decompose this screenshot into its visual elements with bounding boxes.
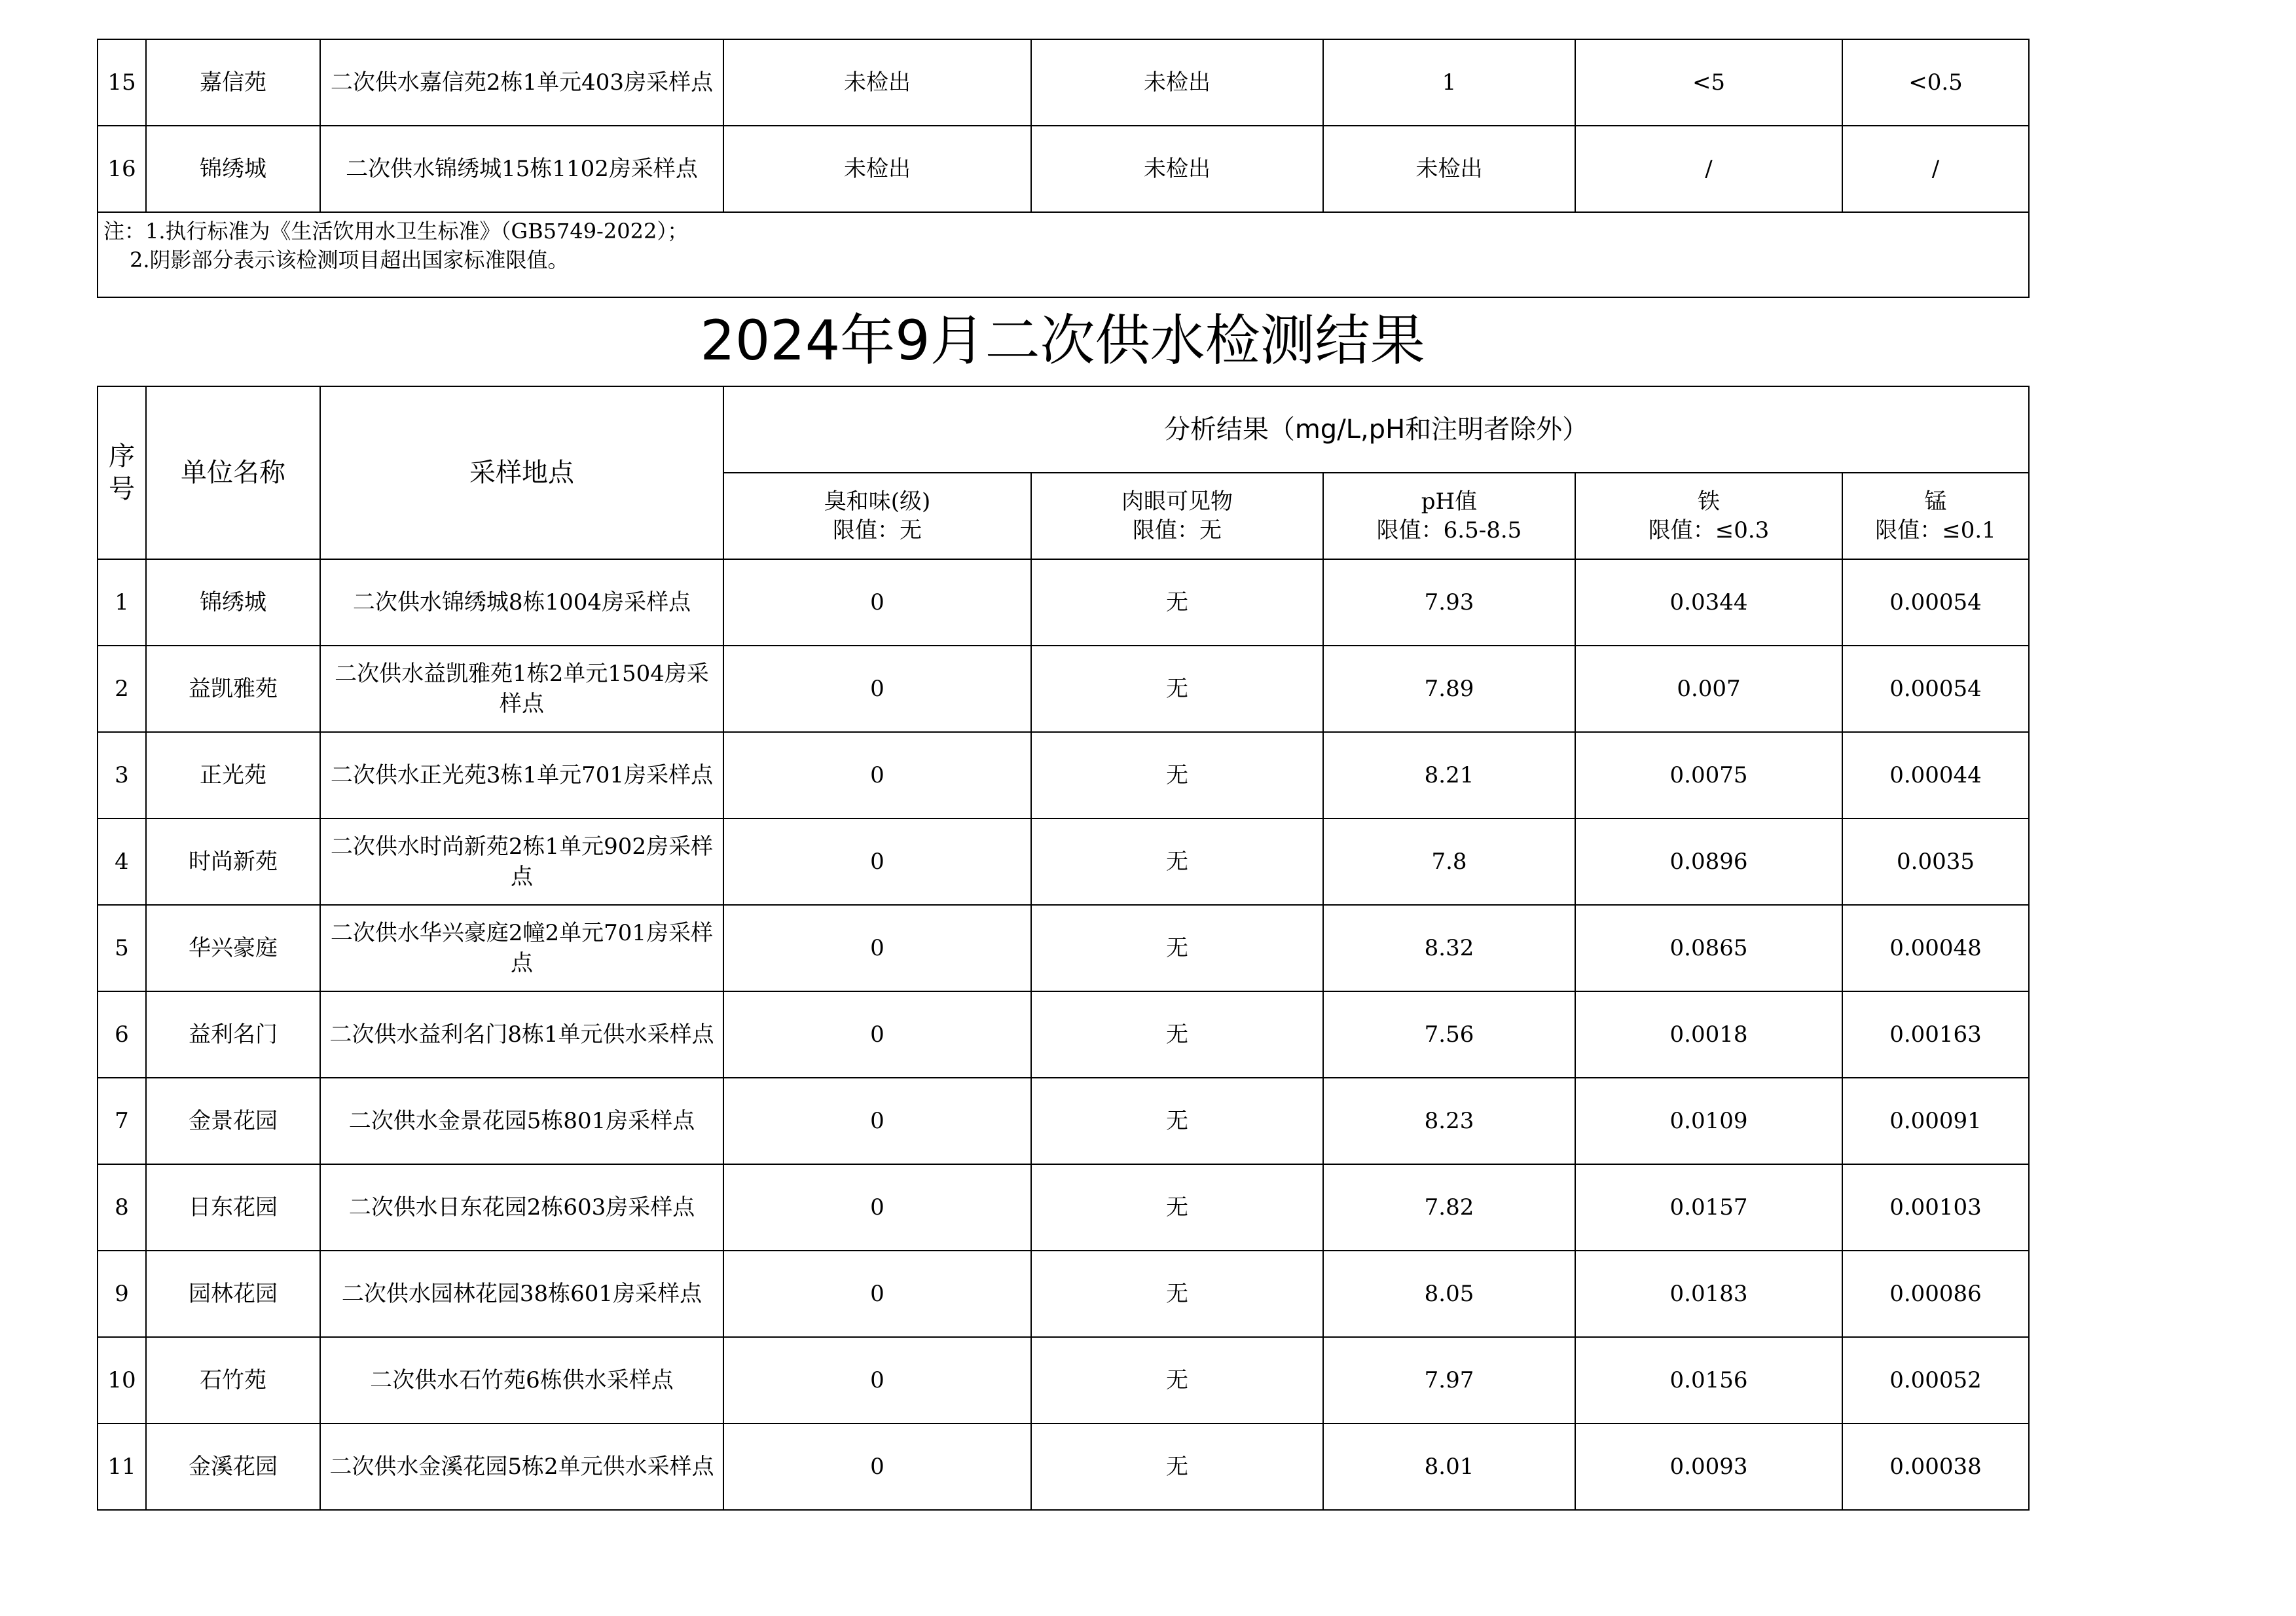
cell-no: 8 [98, 1164, 146, 1251]
page-title: 2024年9月二次供水检测结果 [700, 308, 1425, 373]
table-row [98, 559, 2029, 646]
results-table [97, 386, 2030, 1511]
cell-odor: 0 [723, 646, 1031, 732]
cell-iron: 0.007 [1575, 646, 1842, 732]
cell-unit: 益利名门 [146, 991, 320, 1078]
note-line-2: 2.阴影部分表示该检测项目超出国家标准限值。 [130, 248, 569, 272]
cell-value: 未检出 [1031, 126, 1323, 212]
cell-iron: 0.0157 [1575, 1164, 1842, 1251]
cell-no: 3 [98, 732, 146, 818]
header-seq [98, 386, 146, 559]
table-row [98, 1164, 2029, 1251]
cell-manganese: 0.00038 [1842, 1423, 2029, 1510]
cell-value: / [1842, 126, 2029, 212]
cell-value: <5 [1575, 39, 1842, 126]
cell-ph: 7.93 [1323, 559, 1575, 646]
cell-iron: 0.0093 [1575, 1423, 1842, 1510]
cell-visible: 无 [1031, 1423, 1323, 1510]
cell-unit: 锦绣城 [146, 559, 320, 646]
cell-manganese: 0.00086 [1842, 1251, 2029, 1337]
cell-site: 二次供水正光苑3栋1单元701房采样点 [320, 732, 723, 818]
cell-site: 二次供水益凯雅苑1栋2单元1504房采样点 [320, 646, 723, 732]
header-seq-line-2: 号 [109, 474, 135, 504]
header-column [1323, 473, 1575, 559]
cell-odor: 0 [723, 905, 1031, 991]
cell-odor: 0 [723, 1337, 1031, 1423]
cell-no: 6 [98, 991, 146, 1078]
cell-no: 4 [98, 818, 146, 905]
header-column [1031, 473, 1323, 559]
cell-unit: 石竹苑 [146, 1337, 320, 1423]
cell-iron: 0.0183 [1575, 1251, 1842, 1337]
cell-value: 未检出 [723, 39, 1031, 126]
header-column [1842, 473, 2029, 559]
cell-visible: 无 [1031, 1337, 1323, 1423]
table-row [98, 818, 2029, 905]
previous-results-body [98, 39, 2029, 297]
cell-visible: 无 [1031, 991, 1323, 1078]
cell-visible: 无 [1031, 905, 1323, 991]
header-row [98, 386, 2029, 473]
cell-manganese: 0.00163 [1842, 991, 2029, 1078]
column-limit: 限值：≤0.1 [1875, 517, 1996, 543]
cell-value: 未检出 [723, 126, 1031, 212]
column-name: pH值 [1421, 488, 1478, 515]
column-name: 臭和味(级) [824, 488, 931, 515]
header-analysis: 分析结果（mg/L,pH和注明者除外） [723, 386, 2029, 473]
cell-odor: 0 [723, 991, 1031, 1078]
cell-ph: 8.05 [1323, 1251, 1575, 1337]
header-site: 采样地点 [320, 386, 723, 559]
table-row [98, 732, 2029, 818]
column-limit: 限值：无 [833, 517, 922, 543]
cell-unit: 嘉信苑 [146, 39, 320, 126]
cell-no: 10 [98, 1337, 146, 1423]
cell-iron: 0.0896 [1575, 818, 1842, 905]
table-row [98, 126, 2029, 212]
cell-unit: 华兴豪庭 [146, 905, 320, 991]
cell-visible: 无 [1031, 1251, 1323, 1337]
cell-value: 1 [1323, 39, 1575, 126]
results-table-header [98, 386, 2029, 559]
cell-visible: 无 [1031, 646, 1323, 732]
cell-ph: 8.32 [1323, 905, 1575, 991]
header-seq-line-1: 序 [109, 441, 135, 471]
cell-manganese: 0.00044 [1842, 732, 2029, 818]
cell-visible: 无 [1031, 732, 1323, 818]
cell-iron: 0.0156 [1575, 1337, 1842, 1423]
cell-iron: 0.0865 [1575, 905, 1842, 991]
cell-site: 二次供水金景花园5栋801房采样点 [320, 1078, 723, 1164]
cell-value: 未检出 [1031, 39, 1323, 126]
cell-no: 11 [98, 1423, 146, 1510]
cell-no: 1 [98, 559, 146, 646]
header-unit-name: 单位名称 [146, 386, 320, 559]
cell-iron: 0.0344 [1575, 559, 1842, 646]
cell-manganese: 0.00054 [1842, 646, 2029, 732]
cell-site: 二次供水锦绣城15栋1102房采样点 [320, 126, 723, 212]
table-row [98, 1078, 2029, 1164]
cell-manganese: 0.00054 [1842, 559, 2029, 646]
cell-unit: 金溪花园 [146, 1423, 320, 1510]
table-row [98, 905, 2029, 991]
cell-manganese: 0.00048 [1842, 905, 2029, 991]
note-line-1: 注：1.执行标准为《生活饮用水卫生标准》（GB5749-2022）； [103, 219, 689, 244]
cell-no: 16 [98, 126, 146, 212]
cell-ph: 7.8 [1323, 818, 1575, 905]
column-name: 肉眼可见物 [1121, 488, 1233, 515]
cell-manganese: 0.00091 [1842, 1078, 2029, 1164]
column-limit: 限值：无 [1133, 517, 1222, 543]
cell-unit: 益凯雅苑 [146, 646, 320, 732]
cell-manganese: 0.00052 [1842, 1337, 2029, 1423]
cell-no: 15 [98, 39, 146, 126]
cell-site: 二次供水华兴豪庭2幢2单元701房采样点 [320, 905, 723, 991]
cell-no: 7 [98, 1078, 146, 1164]
cell-ph: 7.56 [1323, 991, 1575, 1078]
cell-unit: 正光苑 [146, 732, 320, 818]
cell-ph: 8.21 [1323, 732, 1575, 818]
table-row [98, 1251, 2029, 1337]
cell-visible: 无 [1031, 1078, 1323, 1164]
cell-iron: 0.0109 [1575, 1078, 1842, 1164]
cell-no: 2 [98, 646, 146, 732]
column-limit: 限值：6.5-8.5 [1376, 517, 1522, 543]
cell-odor: 0 [723, 1251, 1031, 1337]
table-row [98, 1423, 2029, 1510]
cell-site: 二次供水锦绣城8栋1004房采样点 [320, 559, 723, 646]
column-name: 铁 [1698, 488, 1720, 515]
cell-unit: 锦绣城 [146, 126, 320, 212]
table-row [98, 646, 2029, 732]
cell-site: 二次供水嘉信苑2栋1单元403房采样点 [320, 39, 723, 126]
cell-odor: 0 [723, 818, 1031, 905]
cell-unit: 日东花园 [146, 1164, 320, 1251]
cell-odor: 0 [723, 732, 1031, 818]
cell-site: 二次供水园林花园38栋601房采样点 [320, 1251, 723, 1337]
cell-iron: 0.0018 [1575, 991, 1842, 1078]
cell-odor: 0 [723, 1078, 1031, 1164]
header-column [723, 473, 1031, 559]
cell-visible: 无 [1031, 1164, 1323, 1251]
cell-site: 二次供水金溪花园5栋2单元供水采样点 [320, 1423, 723, 1510]
cell-ph: 8.01 [1323, 1423, 1575, 1510]
cell-visible: 无 [1031, 559, 1323, 646]
cell-odor: 0 [723, 1423, 1031, 1510]
cell-visible: 无 [1031, 818, 1323, 905]
note-cell [98, 212, 2029, 297]
cell-unit: 金景花园 [146, 1078, 320, 1164]
cell-ph: 7.89 [1323, 646, 1575, 732]
cell-odor: 0 [723, 1164, 1031, 1251]
table-row [98, 39, 2029, 126]
cell-site: 二次供水益利名门8栋1单元供水采样点 [320, 991, 723, 1078]
note-row [98, 212, 2029, 297]
cell-value: <0.5 [1842, 39, 2029, 126]
previous-results-table [97, 39, 2030, 298]
cell-value: / [1575, 126, 1842, 212]
cell-ph: 8.23 [1323, 1078, 1575, 1164]
cell-site: 二次供水日东花园2栋603房采样点 [320, 1164, 723, 1251]
results-table-body [98, 559, 2029, 1510]
column-name: 锰 [1924, 488, 1947, 515]
cell-unit: 时尚新苑 [146, 818, 320, 905]
cell-no: 9 [98, 1251, 146, 1337]
table-row [98, 991, 2029, 1078]
cell-odor: 0 [723, 559, 1031, 646]
cell-manganese: 0.00103 [1842, 1164, 2029, 1251]
cell-manganese: 0.0035 [1842, 818, 2029, 905]
cell-ph: 7.97 [1323, 1337, 1575, 1423]
cell-site: 二次供水石竹苑6栋供水采样点 [320, 1337, 723, 1423]
cell-value: 未检出 [1323, 126, 1575, 212]
cell-no: 5 [98, 905, 146, 991]
column-limit: 限值：≤0.3 [1648, 517, 1770, 543]
cell-unit: 园林花园 [146, 1251, 320, 1337]
cell-ph: 7.82 [1323, 1164, 1575, 1251]
cell-site: 二次供水时尚新苑2栋1单元902房采样点 [320, 818, 723, 905]
table-row [98, 1337, 2029, 1423]
header-column [1575, 473, 1842, 559]
cell-iron: 0.0075 [1575, 732, 1842, 818]
